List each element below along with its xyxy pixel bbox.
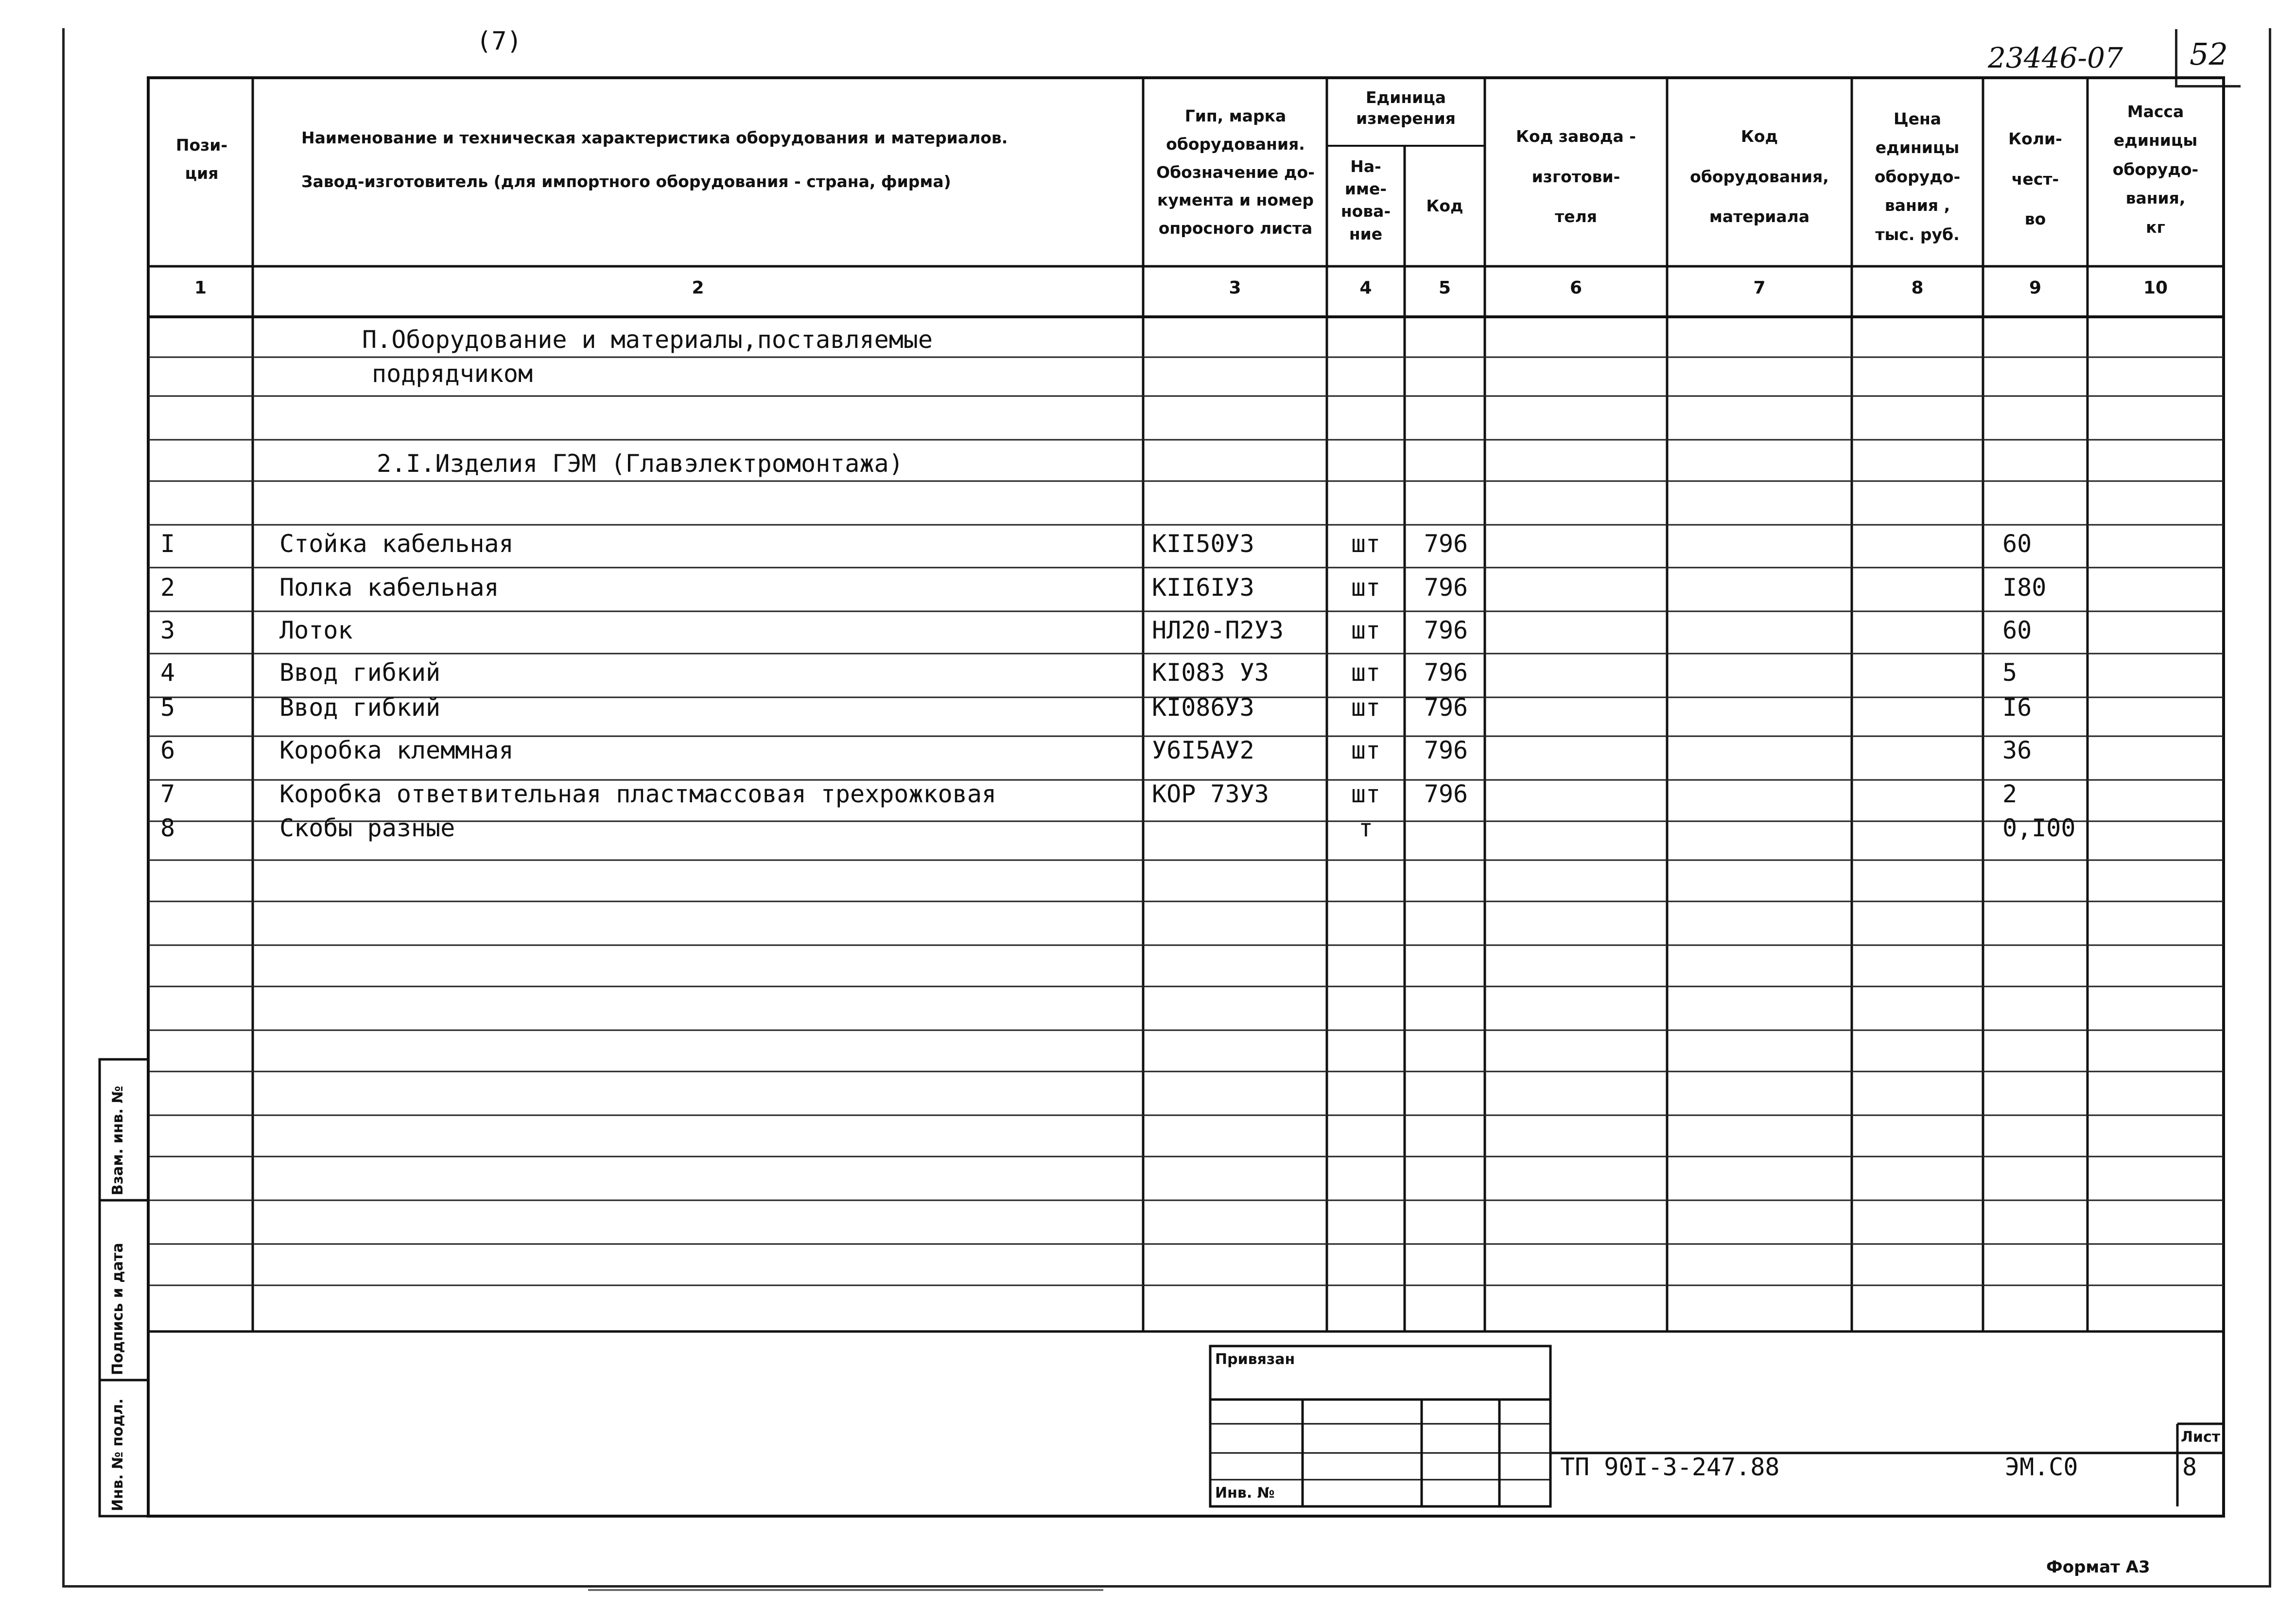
subsection-heading: 2.I.Изделия ГЭМ (Главэлектромонтажа) [377,449,904,478]
header-equipment-code-line: оборудования, [1690,167,1829,186]
header-mass [2090,97,2221,242]
header-unit-code: Код [1426,196,1463,215]
cell-name: Коробка ответвительная пластмассовая трехрожковая [279,780,997,808]
column-number: 8 [1911,278,1924,298]
cell-qty: I6 [2002,693,2032,722]
cell-qty: 0,I00 [2002,814,2076,842]
cell-doc: КII50У3 [1152,530,1254,558]
header-quantity-line: чест- [2011,169,2059,189]
cell-code: 796 [1424,736,1468,764]
cell-unit: шт [1351,780,1381,808]
cell-code: 796 [1424,693,1468,722]
header-maker-code-line: изготови- [1531,167,1620,186]
header-price [1854,104,1981,249]
header-equipment-code-line: Код [1740,127,1778,146]
header-document-line: Обозначение до- [1156,162,1315,182]
header-unit-group [1329,87,1482,129]
cell-unit: шт [1351,658,1381,687]
stamp-replaced-inv: Взам. инв. № [109,1086,126,1195]
paper-format: Формат А3 [2046,1557,2150,1577]
cell-doc: КI086У3 [1152,693,1254,722]
cell-qty: 36 [2002,736,2032,764]
cell-pos: 8 [160,814,175,842]
header-unit-name-line: нова- [1340,202,1391,221]
header-document-line: оборудования. [1166,134,1305,154]
column-number: 9 [2029,278,2042,298]
cell-code: 796 [1424,780,1468,808]
sheet-top-marker: (7) [476,27,522,56]
archive-number: 23446-07 [1988,41,2123,74]
cell-name: Полка кабельная [279,573,499,602]
section-heading: П.Оборудование и материалы,поставляемые [362,326,933,354]
header-price-line: оборудо- [1874,167,1961,186]
header-price-line: вания , [1884,196,1950,215]
header-name-line2: Завод-изготовитель (для импортного оборудования - страна, фирма) [301,172,951,191]
section-heading: подрядчиком [372,360,533,388]
page-corner-number: 52 [2190,36,2228,72]
header-name [301,124,1128,196]
column-number: 3 [1229,278,1241,298]
sheet-label: Лист [2181,1429,2221,1446]
cell-doc: У6I5АУ2 [1152,736,1254,764]
header-unit-name-line: ние [1349,224,1383,243]
header-mass-line: Масса [2127,102,2184,121]
cell-pos: 6 [160,736,175,764]
cell-name: Лоток [279,616,353,644]
header-quantity [1985,119,2085,240]
header-position-line: Пози- [175,136,228,155]
column-number: 7 [1753,278,1766,298]
header-mass-line: оборудо- [2112,159,2199,179]
header-mass-line: кг [2146,217,2165,237]
header-document-line: кумента и номер [1157,190,1314,210]
cell-unit: шт [1351,736,1381,764]
cell-pos: 5 [160,693,175,722]
header-quantity-line: во [2024,209,2046,228]
cell-doc: КI083 У3 [1152,658,1269,687]
cell-qty: 5 [2002,658,2018,687]
header-price-line: Цена [1893,109,1942,128]
header-position-line: ция [185,163,219,183]
header-maker-code-line: теля [1555,207,1597,226]
header-equipment-code-line: материала [1709,207,1810,226]
header-unit-name-line: На- [1350,157,1381,176]
cell-pos: 4 [160,658,175,687]
cell-qty: 60 [2002,530,2032,558]
header-price-line: единицы [1875,138,1960,157]
cell-name: Ввод гибкий [279,658,441,687]
cell-unit: шт [1351,693,1381,722]
cell-doc: НЛ20-П2У3 [1152,616,1284,644]
cell-doc: КОР 73У3 [1152,780,1269,808]
header-document [1148,102,1323,242]
header-equipment-code [1670,117,1849,237]
cell-qty: 2 [2002,780,2018,808]
header-price-line: тыс. руб. [1875,225,1960,244]
cell-name: Стойка кабельная [279,530,514,558]
cell-pos: 3 [160,616,175,644]
column-number: 10 [2143,278,2168,298]
cell-code: 796 [1424,616,1468,644]
column-number: 5 [1438,278,1451,298]
stamp-signature-date: Подпись и дата [109,1243,126,1375]
cell-name: Ввод гибкий [279,693,441,722]
cell-name: Коробка клеммная [279,736,514,764]
header-maker-code [1487,117,1665,237]
cell-unit: шт [1351,530,1381,558]
cell-unit: шт [1351,616,1381,644]
sheet-number: 8 [2182,1453,2197,1481]
column-number: 2 [692,278,704,298]
header-mass-line: единицы [2113,131,2198,150]
header-unit-group-line: измерения [1356,108,1456,128]
header-position [153,131,250,188]
cell-pos: 7 [160,780,175,808]
document-designation: ТП 90I-3-247.88 [1560,1453,1780,1481]
column-number: 1 [194,278,207,298]
title-inv-label: Инв. № [1215,1485,1275,1502]
cell-code: 796 [1424,530,1468,558]
cell-unit: т [1358,814,1374,842]
cell-pos: 2 [160,573,175,602]
column-number: 4 [1359,278,1372,298]
header-mass-line: вания, [2125,189,2186,208]
stamp-original-inv: Инв. № подл. [109,1398,126,1511]
document-code: ЭМ.С0 [2005,1453,2078,1481]
header-quantity-line: Коли- [2008,129,2062,148]
header-unit-group-line: Единица [1366,88,1446,107]
cell-unit: шт [1351,573,1381,602]
cell-doc: КII6IУ3 [1152,573,1254,602]
title-linked-label: Привязан [1215,1351,1295,1368]
cell-pos: I [160,530,175,558]
header-document-line: опросного листа [1158,219,1313,238]
header-document-line: Гип, марка [1184,106,1287,125]
header-name-line1: Наименование и техническая характеристика оборудования и материалов. [301,128,1008,147]
cell-code: 796 [1424,658,1468,687]
header-maker-code-line: Код завода - [1516,127,1636,146]
header-unit-name-line: име- [1344,179,1387,199]
cell-qty: I80 [2002,573,2047,602]
cell-code: 796 [1424,573,1468,602]
cell-qty: 60 [2002,616,2032,644]
column-number: 6 [1569,278,1583,298]
header-unit-name [1329,156,1402,245]
cell-name: Скобы разные [279,814,455,842]
